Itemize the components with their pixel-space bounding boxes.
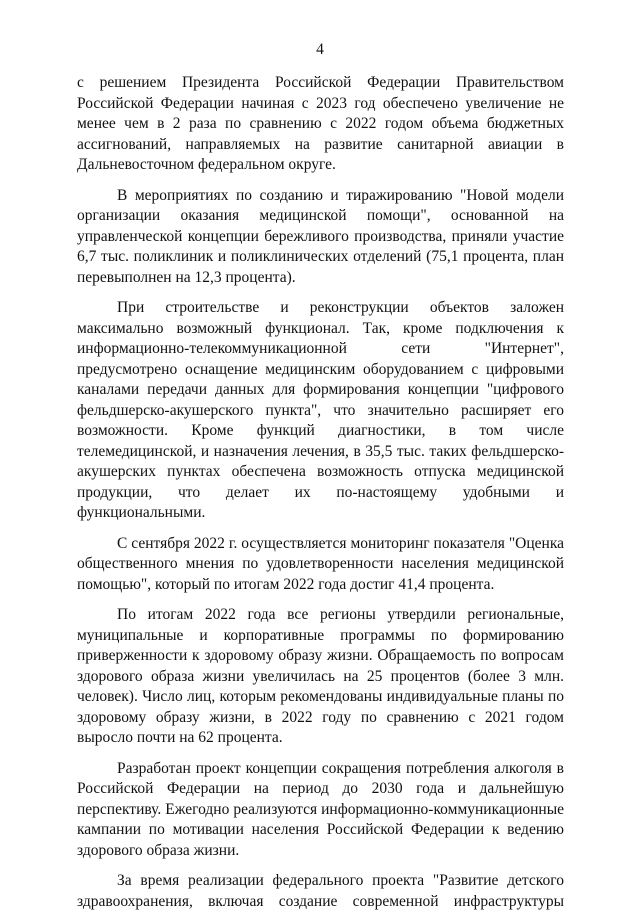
paragraph-child-healthcare: За время реализации федерального проекта "Развитие детского здравоохранения, включая создание современной инфраструктуры	[77, 872, 564, 910]
paragraph-feldsher-stations: При строительстве и реконструкции объектов заложен максимально возможный функционал. Так, кроме подключения к информационно-телекоммуникационной сети "Интернет", предусмотрено оснащение медицинским оборудованием с цифровыми каналами передачи данных для формирования концепции "цифрового фельдшерско-акушерского пункта", что значительно расширяет его возможности. Кроме функций диагностики, в том числе телемедицинской, и назначения лечения, в 35,5 тыс. таких фельдшерско-акушерских пунктах обеспечена возможность отпуска медицинской продукции, что делает их по-настоящему удобными и функциональными.	[77, 299, 564, 521]
page-number: 4	[316, 41, 324, 58]
paragraph-satisfaction-monitoring: С сентября 2022 г. осуществляется мониторинг показателя "Оценка общественного мнения по удовлетворенности населения медицинской помощью", который по итогам 2022 года достиг 41,4 процента.	[77, 534, 564, 593]
paragraph-new-care-model: В мероприятиях по созданию и тиражированию "Новой модели организации оказания медицинской помощи", основанной на управленческой концепции бережливого производства, приняли участие 6,7 тыс. поликлиник и поликлинических отделений (75,1 процента, план перевыполнен на 12,3 процента).	[77, 186, 564, 286]
paragraph-alcohol-concept: Разработан проект концепции сокращения потребления алкоголя в Российской Федерации на период до 2030 года и дальнейшую перспективу. Ежегодно реализуются информационно-коммуникационные кампании по мотивации населения Российской Федерации к ведению здорового образа жизни.	[77, 759, 564, 859]
document-body	[77, 73, 564, 912]
paragraph-sanitary-aviation: с решением Президента Российской Федерации Правительством Российской Федерации начиная с 2023 год обеспечено увеличение не менее чем в 2 раза по сравнению с 2022 годом объема бюджетных ассигнований, направляемых на развитие санитарной авиации в Дальневосточном федеральном округе.	[77, 74, 564, 173]
paragraph-healthy-lifestyle: По итогам 2022 года все регионы утвердили региональные, муниципальные и корпоративные программы по формированию приверженности к здоровому образу жизни. Обращаемость по вопросам здорового образа жизни увеличилась на 25 процентов (более 3 млн. человек). Число лиц, которым рекомендованы индивидуальные планы по здоровому образу жизни, в 2022 году по сравнению с 2021 годом выросло почти на 62 процента.	[77, 606, 564, 746]
